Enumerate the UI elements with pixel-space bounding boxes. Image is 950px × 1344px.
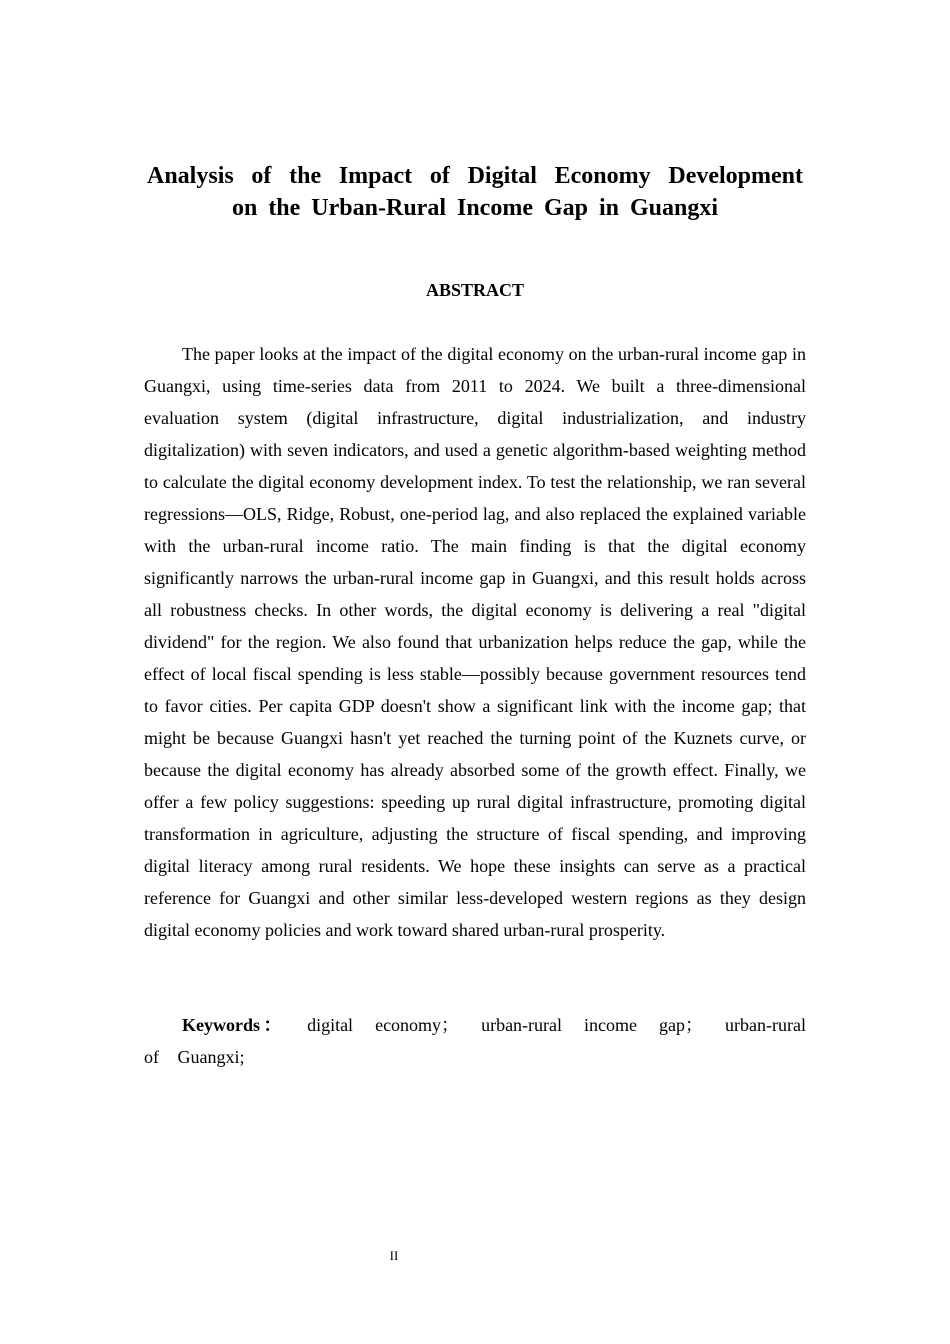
- abstract-heading: ABSTRACT: [425, 280, 525, 300]
- keywords-text: digital economy； urban-rural income gap； urban-rural of Guangxi;: [144, 1015, 807, 1067]
- page-number: II: [389, 1248, 399, 1263]
- paper-title: [144, 160, 806, 224]
- keywords-label: Keywords：: [182, 1015, 286, 1035]
- paper-title-line-1: Analysis of the Impact of Digital Economy Development: [147, 163, 803, 189]
- keywords-paragraph: [144, 1009, 806, 1073]
- abstract-paragraph: The paper looks at the impact of the digital economy on the urban-rural income gap in Guangxi, using time-series data from 2011 to 2024. We built a three-dimensional evaluation system (digital infrastructure, digital industrialization, and industry digitalization) with seven indicators, and used a genetic algorithm-based weighting method to calculate the digital economy development index. To test the relationship, we ran several regressions—OLS, Ridge, Robust, one-period lag, and also replaced the explained variable with the urban-rural income ratio. The main finding is that the digital economy significantly narrows the urban-rural income gap in Guangxi, and this result holds across all robustness checks. In other words, the digital economy is delivering a real "digital dividend" for the region. We also found that urbanization helps reduce the gap, while the effect of local fiscal spending is less stable—possibly because government resources tend to favor cities. Per capita GDP doesn't show a significant link with the income gap; that might be because Guangxi hasn't yet reached the turning point of the Kuznets curve, or because the digital economy has already absorbed some of the growth effect. Finally, we offer a few policy suggestions: speeding up rural digital infrastructure, promoting digital transformation in agriculture, adjusting the structure of fiscal spending, and improving digital literacy among rural residents. We hope these insights can serve as a practical reference for Guangxi and other similar less-developed western regions as they design digital economy policies and work toward shared urban-rural prosperity.: [144, 344, 806, 940]
- paper-title-line-2: on the Urban-Rural Income Gap in Guangxi: [231, 195, 719, 221]
